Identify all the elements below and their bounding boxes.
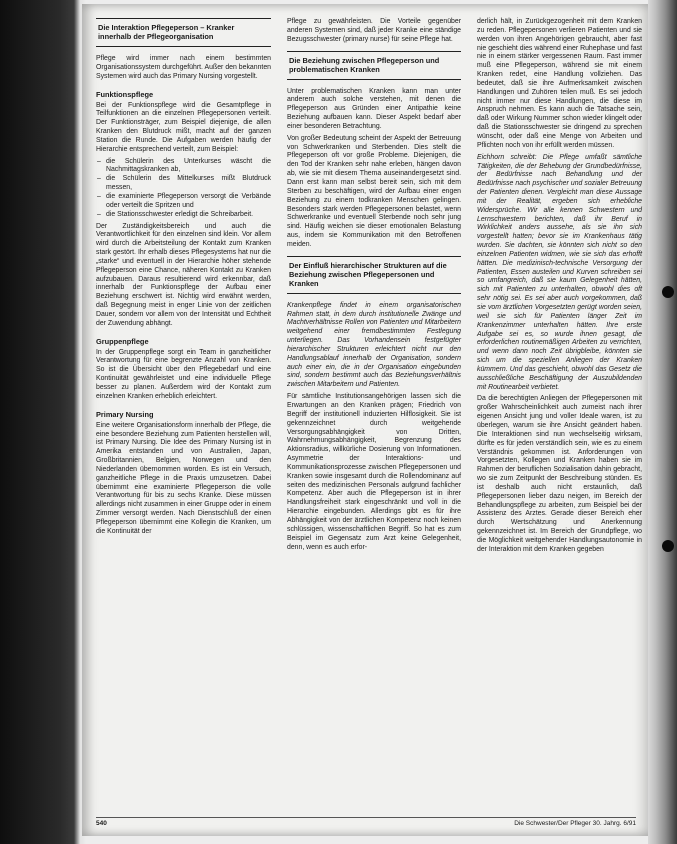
paragraph: Von großer Bedeutung scheint der Aspekt der Betreuung von Schwerkranken und Sterbenden. Dies stellt die Pflegeperson oft vor große Probleme. Diejenigen, die den Tod der Kranken sehr nahe erleben, hängen davon ab, wie sie mit diesem Thema auseinandergesetzt sind. Dann erst kann man selbst bereit sein, sich mit dem Sterben zu beschäftigen, wird der Aufbau einer engen Beziehung zu einem todkranken Menschen gelingen. Besonders stark werden Pflegepersonen belastet, wenn Schwerkranke und eventuell Sterbende noch sehr jung sind. Häufig weichen sie dieser emotionalen Belastung aus, indem sie Kommunikation mit den Betroffenen meiden. — [287, 134, 461, 248]
document-page — [82, 4, 648, 836]
paragraph: Bei der Funktionspflege wird die Gesamtpflege in Teilfunktionen an die einzelnen Pflegepersonen verteilt. Der Funktionsträger, zum Beispiel diejenige, die allen Kranken den Blutdruck mißt, macht auf der ganzen Station die Runde. Die Aufgaben werden häufig der Hierarchie entsprechend verteilt, zum Beispiel: — [96, 101, 271, 153]
section-heading-box: Die Interaktion Pflegeperson – Kranker innerhalb der Pflegeorganisation — [96, 18, 271, 47]
intro-paragraph: Pflege wird immer nach einem bestimmten Organisationssystem durchgeführt. Außer den bekannten Systemen wird auch das Primary Nursing vorgestellt. — [96, 55, 271, 80]
italic-paragraph: Krankenpflege findet in einem organisatorischen Rahmen statt, in dem durch institutionelle Zwänge und Machtverhältnisse Rollen von Patienten und Mitarbeitern weitgehend einer fremdbestimmten Festlegung unterliegen. Das Vorhandensein festgefügter hierarchischer Strukturen erleichtert nicht nur den Handlungsablauf innerhalb der Organisation, sondern auch einer ein, die in der Organisation eingebunden sind, sondern bestimmt auch das Beziehungsverhältnis zwischen Mitarbeitern und Patienten. — [287, 301, 461, 389]
task-list — [96, 158, 271, 220]
text-column-middle — [287, 18, 461, 555]
text-column-right — [477, 18, 642, 558]
subheading-gruppenpflege: Gruppenpflege — [96, 336, 149, 346]
binder-hole — [662, 540, 674, 552]
text-column-left — [96, 18, 271, 540]
paragraph: Unter problematischen Kranken kann man unter anderem auch solche verstehen, mit denen die Pflegeperson aus Gründen einer Antipathie keine Beziehung aufbauen kann. Dieser Aspekt bedarf aber einer besonderen Betrachtung. — [287, 87, 461, 130]
subheading-primary-nursing: Primary Nursing — [96, 409, 154, 419]
footer-rule — [96, 817, 636, 818]
paragraph: Für sämtliche Institutionsangehörigen lassen sich die Erwartungen an den Kranken prägen; Friedrich von Begriff der institutionell induzierten Hilflosigkeit. Sie ist gekennzeichnet durch weitgehende Versorgungsabhängigkeit von Dritten, Wahrnehmungsabhängigkeit, Begrenzung des Aktionsradius, willkürliche Dosierung von Informationen. Asymmetrie der Interaktions- und Kommunikationsprozesse zwischen Pflegepersonen und Kranken sowie insgesamt durch die Rollendominanz auf seiten des medizinischen Personals aufgrund fachlicher Kompetenz. Aber auch die Pflegeperson ist in ihrer Handlungsfreiheit stark eingeschränkt und voll in die Hierarchie eingebunden. Allerdings gibt es für ihre Abhängigkeit von der ärztlichen Kompetenz noch keinen schlüssigen, wissenschaftlichen Begriff. So hat es zum Beispiel im Gegensatz zum Arzt keine Gelegenheit, denn, wenn es auch erfor- — [287, 393, 461, 551]
paragraph: Da die berechtigten Anliegen der Pflegepersonen mit großer Wahrscheinlichkeit auch zumeist nach ihrer eigenen Ansicht jung und voller Ideale waren, ist zu überlegen, warum sie ihre Ansicht geändert haben. Die Interaktionen sind nun wechselseitig wirksam, dürfte es für jeden verständlich sein, wie es zu einem Verständnis gekommen ist. Anforderungen von Vorgesetzten, Kollegen und Kranken haben sie im Rahmen der beruflichen Sozialisation dahin gebracht, wo sie zum Zeitpunkt der Beschreibung stünden. Es ist deshalb auch nicht erstaunlich, daß Pflegepersonen lieber dazu neigen, im Bereich der Behandlungspflege zu arbeiten, zum Beispiel bei der Assistenz des Arztes. Gerade dieser Bereich eher durch Wertschätzung und Anerkennung gekennzeichnet ist. Im Bereich der Grundpflege, wo die Möglichkeit weitgehender Handlungsautonomie in der Interaktion mit dem Kranken gegeben — [477, 395, 642, 553]
binder-hole — [662, 286, 674, 298]
paragraph: Der Zuständigkeitsbereich und auch die Verantwortlichkeit für den einzelnen sind klein. Vor allem wird durch die Arbeitsteilung der Kontakt zum Kranken stark gestört. Ihr erhalb dieses Pflegesystems hat nur die „starke“ und eventuell in der Hierarchie höher stehende Pflegeperson eine Chance, näheren Kontakt zu Kranken aufzubauen. Daraus resultierend wird erkennbar, daß innerhalb der Funktionspflege der Aufbau einer Beziehung erschwert ist. Nichtig wird erwähnt werden, daß Begegnung meist in enger Linie von der zeitlichen Dauer, sondern vor allem von der Intensität und Echtheit der Zuwendung abhängt. — [96, 222, 271, 327]
paragraph: In der Gruppenpflege sorgt ein Team in ganzheitlicher Verantwortung für eine begrenzte Anzahl von Kranken. So ist die Übersicht über den Pflegebedarf und eine Kontinuität gewährleistet und eine individuelle Pflege besser zu planen. Außerdem wird der Kontakt zum einzelnen Kranken erheblich erleichtert. — [96, 348, 271, 400]
section-heading-box: Die Beziehung zwischen Pflegeperson und problematischen Kranken — [287, 51, 461, 80]
subheading-funktionspflege: Funktionspflege — [96, 89, 154, 99]
list-item: – die Schülerin des Unterkurses wäscht die Nachmittagskranken ab, — [106, 158, 271, 176]
paragraph: Pflege zu gewährleisten. Die Vorteile gegenüber anderen Systemen sind, daß jeder Kranke eine ständige Bezugsschwester (primary nurse) für seine Pflege hat. — [287, 18, 461, 43]
paragraph: derlich hält, in Zurückgezogenheit mit dem Kranken zu reden. Pflegepersonen verlieren Patienten und sie werden von ihren Angehörigen gebraucht, aber fast nie geschieht dies während einer Ruhephase und fast nie in einem stärker vergessenen Raum. Fast immer muß eine Pflegeperson, während sie mit einem Kranken redet, eine Handlung vollziehen. Das bedeutet, daß sie ihre Aufmerksamkeit zwischen Handlungen und Zuhören teilen muß. Es sei jedoch nicht immer nur diese Handlungen, die diese im Anspruch nehmen. Es kann auch die Tatsache sein, daß oder Wirkung Nummer schon wieder klingelt oder daß die Stationsschwester sie dringend zu sprechen wünscht, oder daß eine Menge von Arbeiten und Pflichten noch von ihr erfüllt werden müssen. — [477, 18, 642, 149]
list-item: – die Stationsschwester erledigt die Schreibarbeit. — [106, 211, 271, 220]
page-edge-shadow — [648, 0, 677, 844]
list-item: – die examinierte Pflegeperson versorgt die Verbände oder verteilt die Spritzen und — [106, 193, 271, 211]
page-number: 540 — [96, 820, 107, 827]
paragraph: Eine weitere Organisationsform innerhalb der Pflege, die eine besondere Beziehung zum Patienten herstellen will, ist Primary Nursing. Die Idee des Primary Nursing ist in Amerika entstanden und von Australien, Japan, Großbritannien, Belgien, Norwegen und den Niederlanden übernommen worden. Es ist ein Versuch, ganzheitliche Pflege in die Praxis umzusetzen. Dabei übernimmt eine examinierte Pflegeperson die volle Verantwortung für bis zu sechs Kranke. Diese müssen allerdings nicht zusammen in einer Gruppe oder in einem Zimmer versorgt werden. Nach Dienstschluß der einen Pflegeperson übernimmt eine Kollegin die Kranken, um die Kontinuität der — [96, 421, 271, 535]
journal-footer: Die Schwester/Der Pfleger 30. Jahrg. 6/91 — [514, 820, 636, 827]
section-heading-box: Der Einfluß hierarchischer Strukturen auf die Beziehung zwischen Pflegepersonen und Kranken — [287, 256, 461, 294]
list-item: – die Schülerin des Mittelkurses mißt Blutdruck messen, — [106, 175, 271, 193]
italic-paragraph: Eichhorn schreibt: Die Pflege umfaßt sämtliche Tätigkeiten, die der Behebung der Grundbedürfnisse, der Bedürfnisse nach Behandlung und der Bedürfnisse nach psychischer und sozialer Betreuung der Patienten dienen. Vergleicht man diese Aussage mit der Realität, ergeben sich erhebliche Widersprüche. Wir alle kennen Schwestern und Lernschwestern berichten, daß ihr Beruf in Wirklichkeit anders aussehe, als sie ihn sich vorgestellt hatten; bevor sie im Krankenhaus tätig wurden. Sie dachten, sie könnten sich nicht so den einzelnen Patienten widmen, wie sie sich das erhofft hätten. Die medizinisch-technische Versorgung der Patienten, Essen austeilen und Kurven schreiben sei so umfangreich, daß sie kaum Gelegenheit hätten, sich mit Patienten zu unterhalten, obwohl dies oft sehr nötig sei. Es sei aber auch vorgekommen, daß sie vom ärztlichen Vorgesetzten gerügt worden seien, weil sie sich für Patienten länger Zeit im Krankenzimmer unterhalten hätten. Ihre erste Aufgabe sei es, so wurde ihnen gesagt, die erforderlichen routinemäßigen Arbeiten zu verrichten, und wenn dann noch Zeit übrigbleibe, könnten sie sich um die speziellen Anliegen der Kranken kümmern. Und das geschieht, obwohl das Gesetz die ausschließliche Beschäftigung der Auszubildenden mit Routinearbeit verbietet. — [477, 153, 642, 391]
